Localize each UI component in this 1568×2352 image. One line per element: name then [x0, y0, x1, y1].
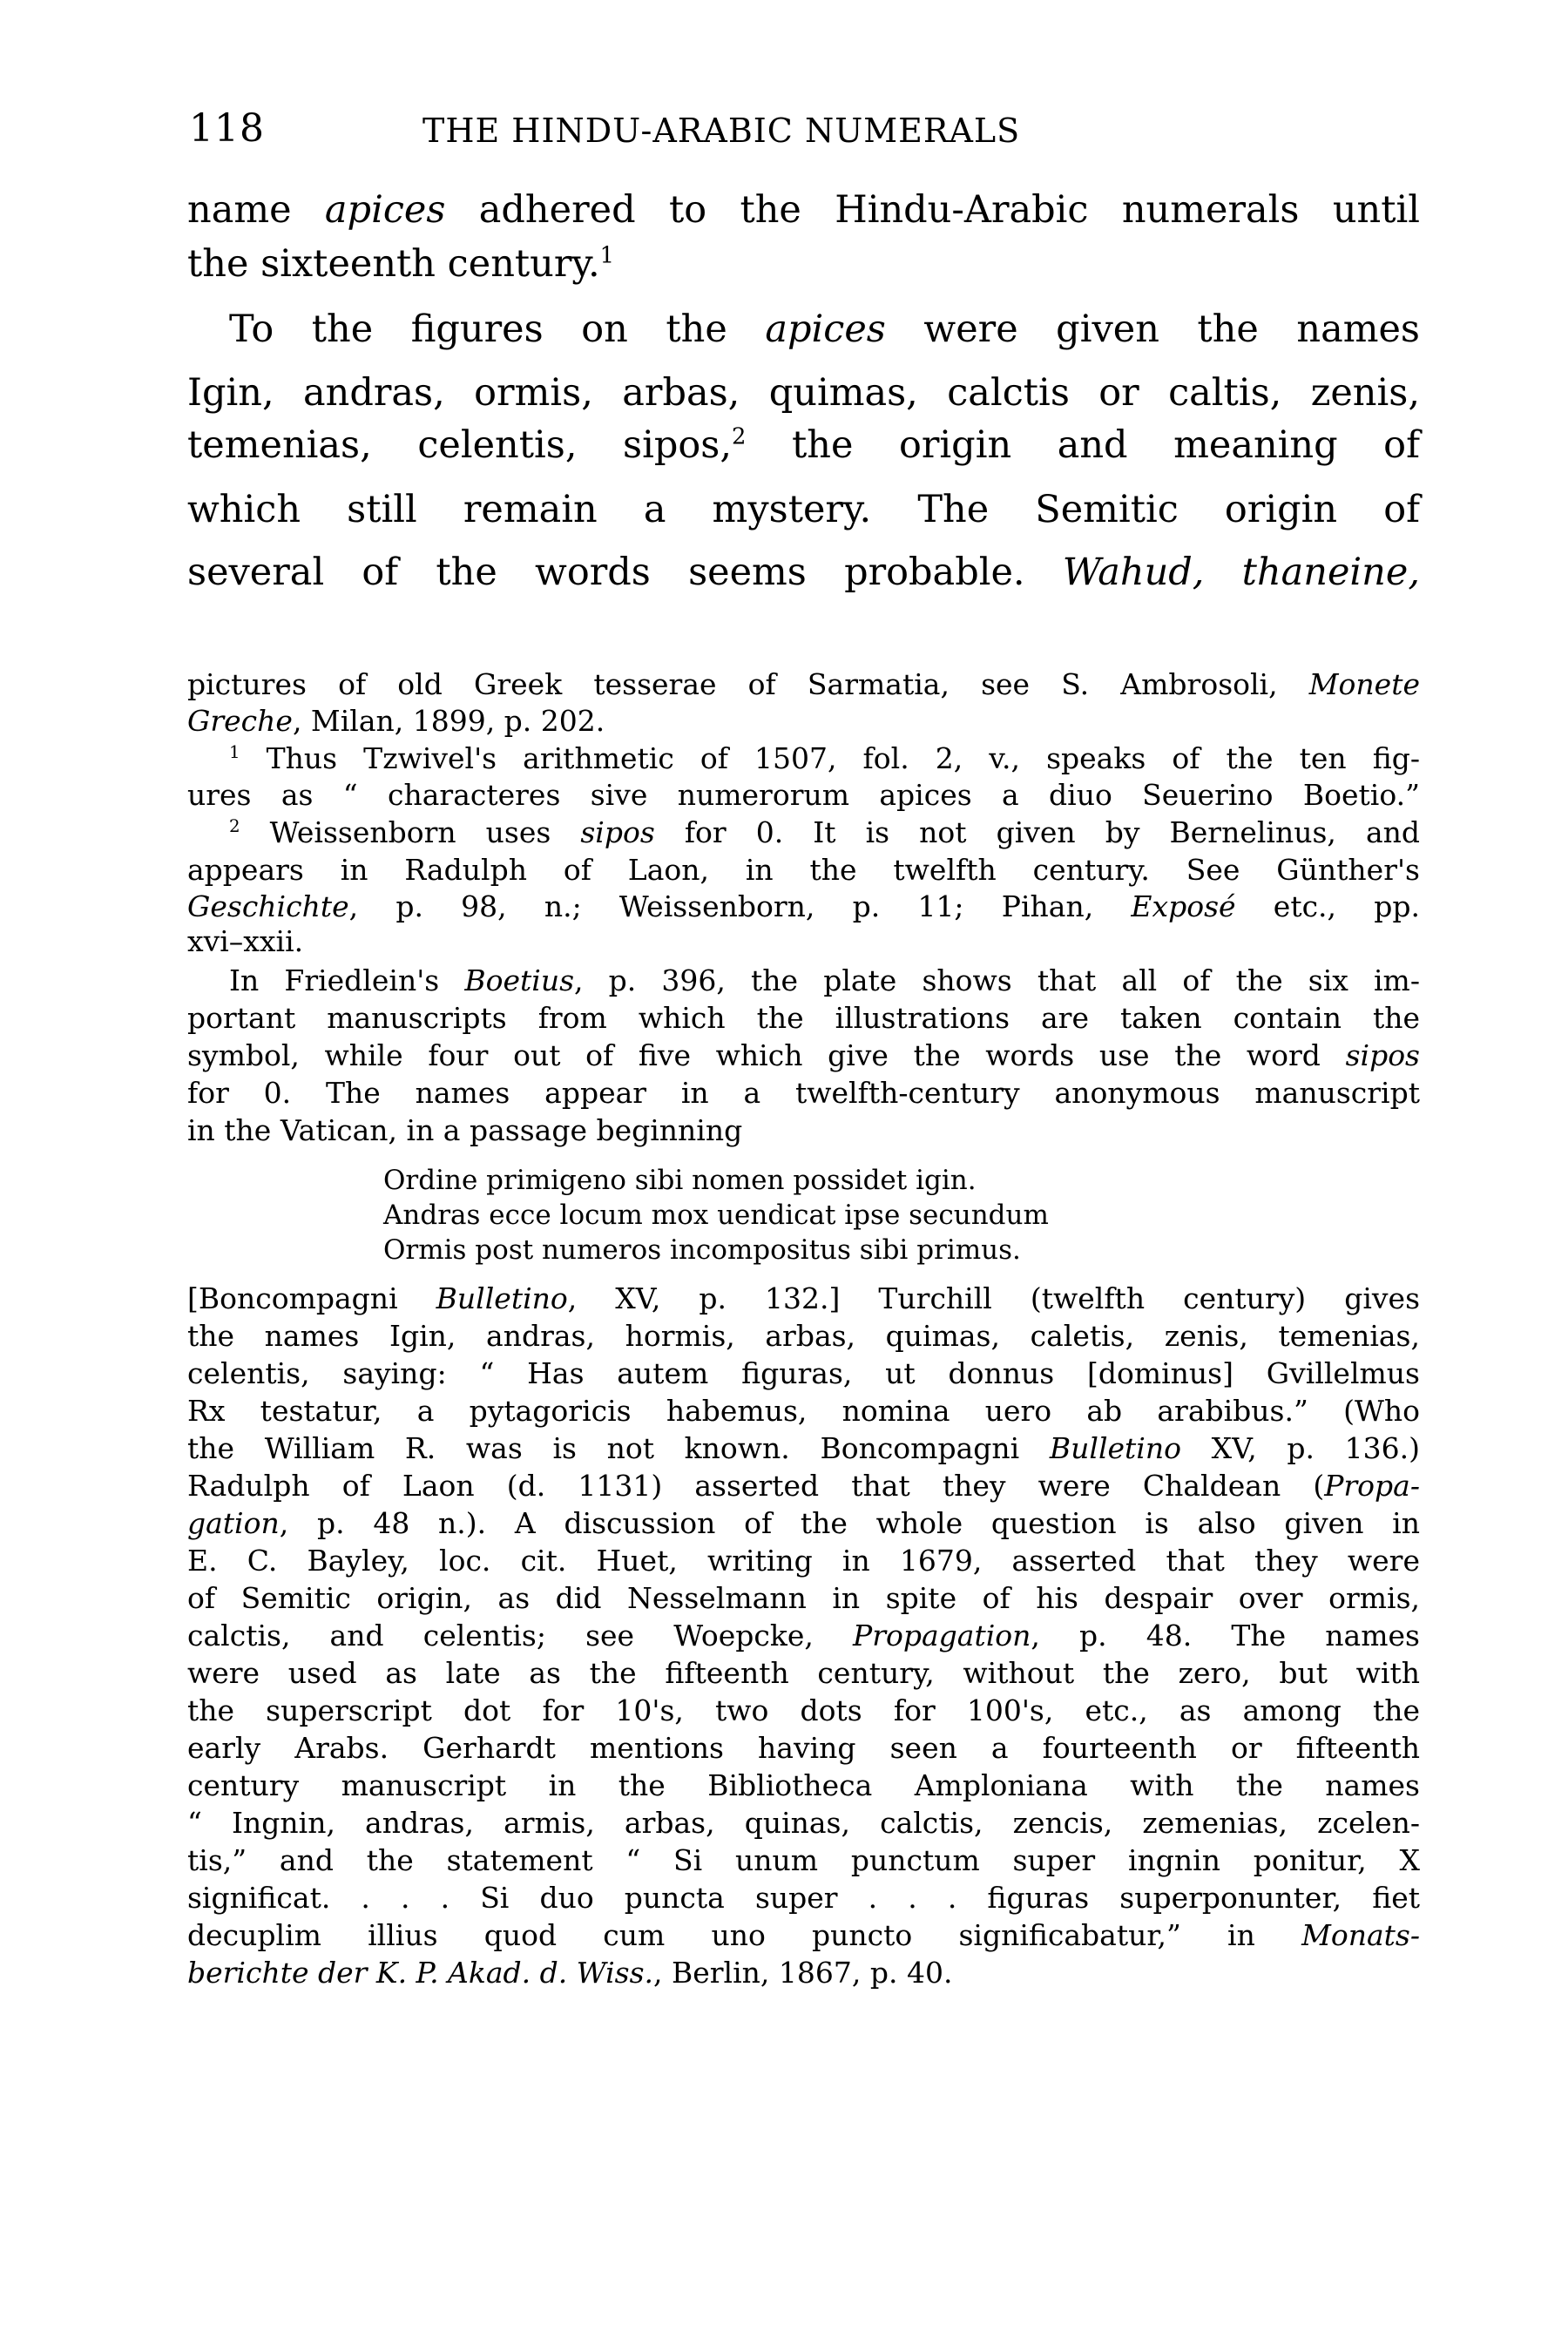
footnote-line: In Friedlein's Boetius, p. 396, the plate shows that all of the six im- — [229, 963, 1421, 997]
footnote-line: the superscript dot for 10's, two dots for 100's, etc., as among the — [187, 1693, 1420, 1727]
footnote-line: in the Vatican, in a passage beginning — [187, 1113, 743, 1147]
footnote-line: decuplim illius quod cum uno puncto significabatur,” in Monats- — [187, 1918, 1420, 1952]
footnote-line: gation, p. 48 n.). A discussion of the whole question is also given in — [187, 1506, 1420, 1540]
footnote-line: berichte der K. P. Akad. d. Wiss., Berlin, 1867, p. 40. — [187, 1956, 953, 1990]
footnote-line: were used as late as the fifteenth century, without the zero, but with — [187, 1656, 1420, 1690]
body-line: which still remain a mystery. The Semitic origin of — [187, 488, 1420, 531]
footnote-line: appears in Radulph of Laon, in the twelfth century. See Günther's — [187, 853, 1420, 887]
body-line: temenias, celentis, sipos,$^2$ the origin and meaning of — [187, 423, 1420, 467]
footnote-line: [Boncompagni Bulletino, XV, p. 132.] Turchill (twelfth century) gives — [187, 1281, 1421, 1315]
verse-line: Ormis post numeros incompositus sibi primus. — [383, 1234, 1021, 1266]
footnote-line: Geschichte, p. 98, n.; Weissenborn, p. 11; Pihan, Exposé etc., pp. — [187, 889, 1420, 923]
footnote-1: $^1$ Thus Tzwivel's arithmetic of 1507, fol. 2, v., speaks of the ten fig- — [229, 741, 1420, 775]
footnote-line: portant manuscripts from which the illustrations are taken contain the — [187, 1001, 1420, 1035]
footnote-line: of Semitic origin, as did Nesselmann in spite of his despair over ormis, — [187, 1581, 1420, 1615]
running-title: THE HINDU-ARABIC NUMERALS — [422, 112, 1021, 150]
footnote-line: celentis, saying: “ Has autem figuras, ut donnus [dominus] Gvillelmus — [187, 1356, 1420, 1390]
footnote-line: symbol, while four out of five which give the words use the word sipos — [187, 1038, 1420, 1072]
body-line: Igin, andras, ormis, arbas, quimas, calctis or caltis, zenis, — [187, 371, 1420, 415]
verse-line: Ordine primigeno sibi nomen possidet igin. — [383, 1165, 977, 1196]
body-line: name apices adhered to the Hindu-Arabic numerals until — [187, 188, 1420, 232]
footnote-line: Radulph of Laon (d. 1131) asserted that they were Chaldean (Propa- — [187, 1469, 1420, 1503]
footnote-2: $^2$ Weissenborn uses sipos for 0. It is not given by Bernelinus, and — [229, 815, 1420, 849]
footnote-line: Rx testatur, a pytagoricis habemus, nomina uero ab arabibus.” (Who — [187, 1394, 1420, 1428]
body-line: To the figures on the apices were given the names — [229, 308, 1421, 351]
footnote-line: the names Igin, andras, hormis, arbas, quimas, caletis, zenis, temenias, — [187, 1319, 1420, 1353]
footnote-line: pictures of old Greek tesserae of Sarmatia, see S. Ambrosoli, Monete — [187, 667, 1420, 701]
footnote-line: Greche, Milan, 1899, p. 202. — [187, 704, 605, 738]
footnote-line: for 0. The names appear in a twelfth-century anonymous manuscript — [187, 1076, 1420, 1110]
footnote-line: early Arabs. Gerhardt mentions having seen a fourteenth or fifteenth — [187, 1731, 1420, 1765]
page-number: 118 — [189, 106, 265, 151]
verse-line: Andras ecce locum mox uendicat ipse secundum — [383, 1200, 1049, 1231]
footnote-ref: 2 — [732, 423, 747, 450]
footnote-line: calctis, and celentis; see Woepcke, Propagation, p. 48. The names — [187, 1619, 1420, 1652]
footnote-line: “ Ingnin, andras, armis, arbas, quinas, calctis, zencis, zemenias, zcelen- — [187, 1806, 1420, 1840]
footnote-line: E. C. Bayley, loc. cit. Huet, writing in 1679, asserted that they were — [187, 1544, 1420, 1578]
body-line: the sixteenth century.$^1$ — [187, 242, 615, 286]
body-line: several of the words seems probable. Wahud, thaneine, — [187, 551, 1420, 594]
footnote-line: the William R. was is not known. Boncompagni Bulletino XV, p. 136.) — [187, 1431, 1421, 1465]
footnote-ref: 1 — [599, 242, 615, 269]
footnote-line: tis,” and the statement “ Si unum punctum super ingnin ponitur, X — [187, 1843, 1420, 1877]
footnote-line: century manuscript in the Bibliotheca Amploniana with the names — [187, 1768, 1420, 1802]
footnote-line: xvi–xxii. — [187, 924, 304, 958]
footnote-line: significat. . . . Si duo puncta super . . . figuras superponunter, fiet — [187, 1881, 1420, 1915]
footnote-line: ures as “ characteres sive numerorum apices a diuo Seuerino Boetio.” — [187, 778, 1420, 812]
